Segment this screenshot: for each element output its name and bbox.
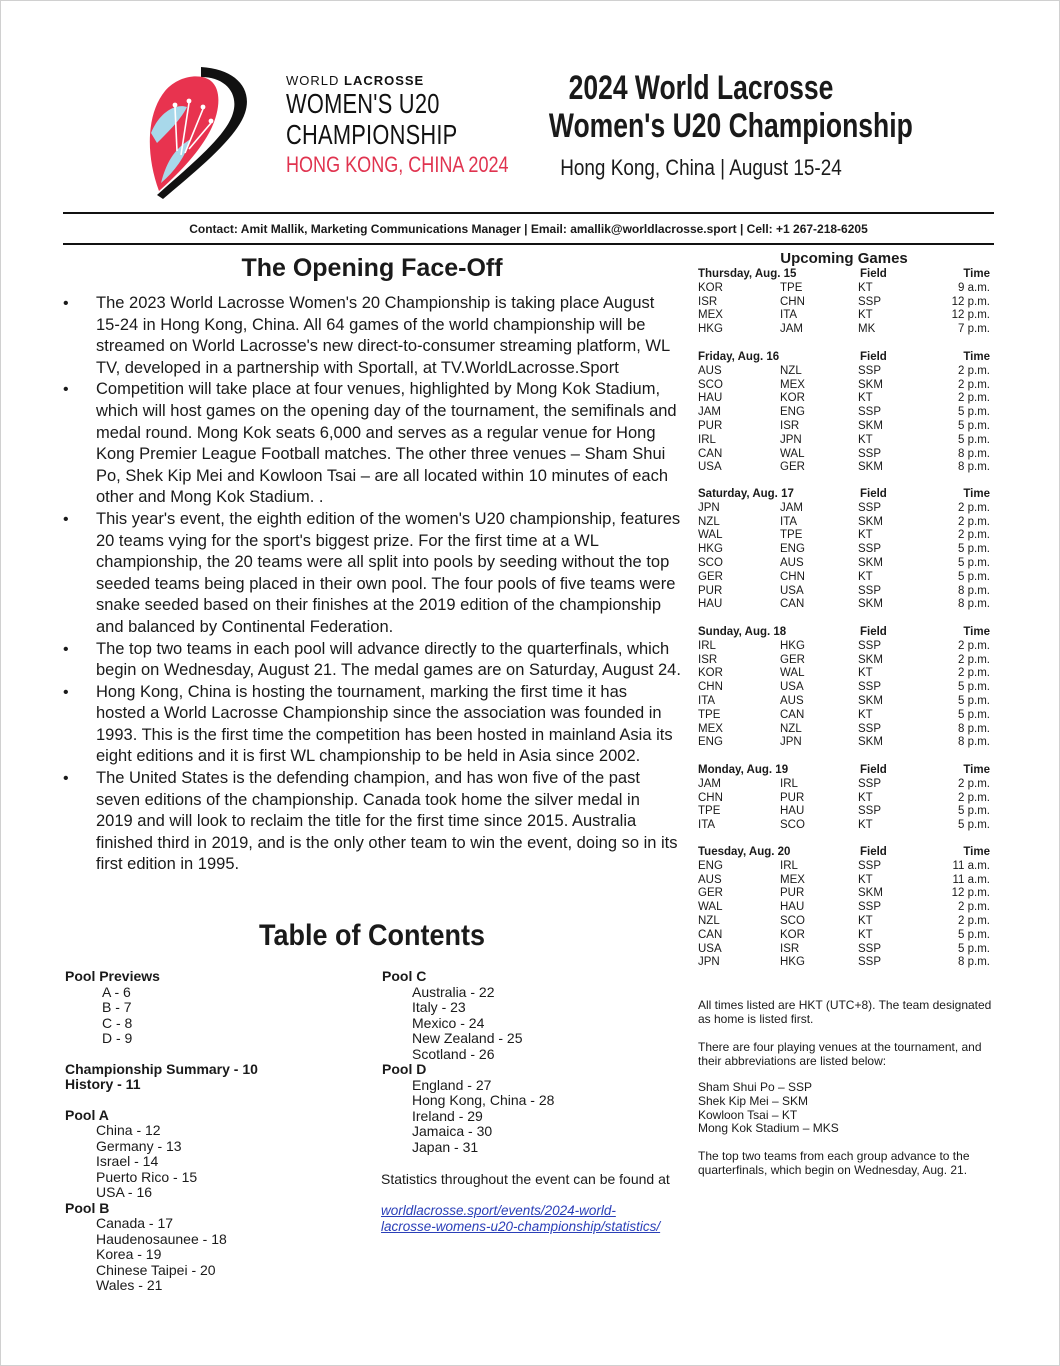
game-time: 12 p.m.: [951, 309, 990, 322]
home-team: KOR: [698, 281, 723, 294]
home-team: IRL: [698, 433, 716, 446]
game-field: KT: [858, 529, 873, 542]
game-field: SSP: [858, 859, 882, 872]
game-day-header: [698, 488, 990, 502]
toc-pool-previews: Pool Previews: [65, 968, 160, 984]
toc-team-item[interactable]: Haudenosaunee - 18: [96, 1230, 227, 1247]
field-header: Field: [860, 846, 887, 858]
toc-team-item[interactable]: Jamaica - 30: [412, 1123, 493, 1139]
home-team: CHN: [698, 791, 723, 804]
away-team: HAU: [780, 805, 805, 818]
game-time: 7 p.m.: [958, 323, 990, 336]
home-team: HAU: [698, 392, 723, 405]
home-team: CHN: [698, 681, 723, 694]
home-team: KOR: [698, 667, 723, 680]
game-time: 11 a.m.: [952, 873, 990, 886]
times-note: All times listed are HKT (UTC+8). The team designated as home is listed first.: [698, 998, 992, 1026]
away-team: TPE: [780, 281, 803, 294]
game-time: 5 p.m.: [958, 543, 990, 556]
home-team: WAL: [698, 901, 723, 914]
venues-intro: There are four playing venues at the tournament, and their abbreviations are listed below:: [698, 1040, 982, 1068]
game-field: KT: [858, 708, 873, 721]
toc-preview-item[interactable]: A - 6: [102, 983, 131, 1000]
game-field: SSP: [858, 543, 882, 556]
away-team: SCO: [780, 819, 805, 832]
away-team: HKG: [780, 639, 805, 652]
toc-team-item[interactable]: New Zealand - 25: [412, 1030, 523, 1046]
stats-link-line-2[interactable]: lacrosse-womens-u20-championship/statistics/: [381, 1218, 661, 1234]
toc-team-item[interactable]: Hong Kong, China - 28: [412, 1092, 555, 1108]
opening-bullet: • The top two teams in each pool will advance directly to the quarterfinals, which begin on Wednesday, August 21. The medal games are on Saturday, August 24.: [63, 639, 681, 682]
game-row: [698, 736, 990, 750]
home-team: ITA: [698, 819, 716, 832]
game-row: [698, 943, 990, 957]
toc-column-right: [382, 969, 554, 1155]
home-team: USA: [698, 461, 722, 474]
venue-item: Shek Kip Mei – SKM: [698, 1093, 809, 1108]
toc-team-item[interactable]: Korea - 19: [96, 1246, 162, 1262]
game-field: SKM: [858, 694, 883, 707]
game-field: SSP: [858, 805, 882, 818]
game-field: MK: [858, 323, 876, 336]
home-team: HKG: [698, 543, 723, 556]
field-header: Field: [860, 626, 887, 638]
advance-note: The top two teams from each group advance to the quarterfinals, which begin on Wednesday, Aug. 21.: [698, 1149, 970, 1177]
game-field: SKM: [858, 598, 883, 611]
game-field: KT: [858, 914, 873, 927]
game-time: 2 p.m.: [958, 667, 990, 680]
home-team: ISR: [698, 653, 718, 666]
toc-team-item[interactable]: China - 12: [96, 1122, 161, 1138]
toc-team-item[interactable]: Australia - 22: [412, 983, 495, 1000]
game-row: [698, 723, 990, 737]
game-field: KT: [858, 873, 873, 886]
game-time: 12 p.m.: [951, 887, 990, 900]
game-field: SSP: [858, 364, 882, 377]
game-time: 8 p.m.: [958, 447, 990, 460]
away-team: USA: [780, 584, 804, 597]
game-row: [698, 406, 990, 420]
game-time: 2 p.m.: [958, 501, 990, 514]
game-time: 5 p.m.: [958, 942, 990, 955]
header-rule-bottom: [63, 243, 994, 245]
time-header: Time: [963, 351, 990, 363]
game-row: [698, 640, 990, 654]
away-team: AUS: [780, 694, 804, 707]
away-team: WAL: [780, 447, 805, 460]
home-team: AUS: [698, 873, 722, 886]
away-team: JAM: [780, 501, 803, 514]
opening-bullet: • Hong Kong, China is hosting the tournament, marking the first time it has hosted a World Lacrosse Championship since the association was founded in 1993. This is the first time the competition has been hosted in mainland Asia its eight editions and it is first WL championship to be held in Asia since 2002.: [63, 682, 681, 768]
game-row: [698, 282, 990, 296]
away-team: PUR: [780, 791, 805, 804]
game-day-header: [698, 351, 990, 365]
toc-team-item[interactable]: Canada - 17: [96, 1215, 174, 1231]
game-day-header: [698, 846, 990, 860]
game-field: KT: [858, 570, 873, 583]
away-team: JPN: [780, 736, 802, 749]
home-team: GER: [698, 570, 723, 583]
away-team: GER: [780, 653, 805, 666]
game-row: [698, 709, 990, 723]
game-field: KT: [858, 433, 873, 446]
game-time: 5 p.m.: [958, 433, 990, 446]
opening-bullet: • This year's event, the eighth edition of the women's U20 championship, features 20 teams vying for the sport's biggest prize. For the first time at a WL championship, the 20 teams were all split into pools by seeding without the top seeded teams being placed in their own pool. The four pools of five teams were snake seeded based on their finishes at the 2019 edition of the championship and balanced by Continental Federation.: [63, 509, 681, 639]
home-team: ENG: [698, 736, 723, 749]
game-day-label: Sunday, Aug. 18: [698, 626, 787, 638]
brand-line-1: WOMEN'S U20: [286, 88, 440, 119]
home-team: JPN: [698, 501, 720, 514]
opening-bullet: • Competition will take place at four venues, highlighted by Mong Kok Stadium, which will host games on the opening day of the tournament, the semifinals and medal round. Mong Kok seats 6,000 and serves as a regular venue for Hong Kong Premier League Football matches. The other three venues – Sham Shui Po, Shek Kip Mei and Kowloon Tsai – are all located within 10 minutes of each other and Mong Kok Stadium. .: [63, 379, 681, 509]
venue-item: Sham Shui Po – SSP: [698, 1080, 813, 1094]
away-team: WAL: [780, 667, 805, 680]
away-team: ENG: [780, 406, 805, 419]
game-time: 2 p.m.: [958, 777, 990, 790]
away-team: NZL: [780, 722, 802, 735]
game-row: [698, 667, 990, 681]
venue-item: Mong Kok Stadium – MKS: [698, 1121, 839, 1136]
game-row: [698, 792, 990, 806]
game-day-block: [698, 488, 990, 612]
home-team: GER: [698, 887, 723, 900]
field-header: Field: [860, 764, 887, 776]
game-field: SKM: [858, 556, 883, 569]
header-rule-top: [63, 212, 994, 214]
game-time: 8 p.m.: [958, 722, 990, 735]
game-field: SKM: [858, 887, 883, 900]
toc-summary[interactable]: Championship Summary - 10: [65, 1060, 258, 1077]
game-time: 5 p.m.: [958, 570, 990, 583]
game-row: [698, 901, 990, 915]
away-team: NZL: [780, 364, 802, 377]
away-team: AUS: [780, 556, 804, 569]
home-team: TPE: [698, 708, 721, 721]
game-field: KT: [858, 819, 873, 832]
game-time: 5 p.m.: [958, 681, 990, 694]
game-time: 5 p.m.: [958, 556, 990, 569]
game-day-header: [698, 268, 990, 282]
toc-pool-b: Pool B: [65, 1199, 110, 1216]
game-time: 11 a.m.: [952, 859, 990, 872]
championship-logo: [141, 63, 251, 203]
game-time: 8 p.m.: [958, 736, 990, 749]
game-field: SSP: [858, 942, 882, 955]
stats-link-line-1[interactable]: worldlacrosse.sport/events/2024-world-: [381, 1203, 616, 1218]
game-field: SSP: [858, 295, 882, 308]
time-header: Time: [963, 488, 990, 500]
away-team: SCO: [780, 914, 805, 927]
toc-team-item[interactable]: Puerto Rico - 15: [96, 1168, 198, 1185]
game-field: SSP: [858, 639, 882, 652]
away-team: ISR: [780, 419, 800, 432]
home-team: PUR: [698, 419, 723, 432]
stats-link[interactable]: [381, 1203, 660, 1234]
field-header: Field: [860, 351, 887, 363]
away-team: JPN: [780, 433, 802, 446]
game-day-block: [698, 268, 990, 337]
field-header: Field: [860, 268, 887, 280]
game-day-block: [698, 764, 990, 833]
game-time: 2 p.m.: [958, 378, 990, 391]
game-day-label: Thursday, Aug. 15: [698, 268, 797, 280]
away-team: IRL: [780, 859, 798, 872]
game-time: 5 p.m.: [958, 928, 990, 941]
away-team: MEX: [780, 378, 805, 391]
game-row: [698, 915, 990, 929]
game-row: [698, 365, 990, 379]
game-row: [698, 379, 990, 393]
home-team: HKG: [698, 323, 723, 336]
upcoming-games-title: Upcoming Games: [780, 250, 908, 267]
game-row: [698, 516, 990, 530]
title-line-2: Women's U20 Championship: [548, 107, 913, 145]
away-team: KOR: [780, 392, 805, 405]
away-team: CAN: [780, 598, 805, 611]
toc-pool-c: Pool C: [382, 968, 427, 984]
game-field: SSP: [858, 501, 882, 514]
home-team: IRL: [698, 639, 716, 652]
home-team: ISR: [698, 295, 718, 308]
game-field: KT: [858, 791, 873, 804]
game-time: 2 p.m.: [958, 901, 990, 914]
game-row: [698, 392, 990, 406]
game-day-label: Tuesday, Aug. 20: [698, 846, 791, 858]
game-time: 2 p.m.: [958, 653, 990, 666]
title-line-1: 2024 World Lacrosse: [568, 69, 834, 107]
game-time: 5 p.m.: [958, 805, 990, 818]
game-field: SKM: [858, 378, 883, 391]
game-row: [698, 956, 990, 970]
time-header: Time: [963, 846, 990, 858]
toc-team-item[interactable]: England - 27: [412, 1076, 492, 1093]
toc-history[interactable]: History - 11: [65, 1076, 141, 1092]
opening-bullets: [63, 293, 681, 876]
game-field: SKM: [858, 515, 883, 528]
game-field: SSP: [858, 956, 882, 969]
game-field: SSP: [858, 584, 882, 597]
game-field: SSP: [858, 901, 882, 914]
game-row: [698, 887, 990, 901]
opening-bullet: • The United States is the defending champion, and has won five of the past seven editions of the championship. Canada took home the silver medal in 2019 and will look to reclaim the title for the first time since 2015. Australia finished third in 2019, and is the only other team to win the event, doing so in its first edition in 1995.: [63, 768, 681, 876]
game-row: [698, 860, 990, 874]
game-row: [698, 461, 990, 475]
game-row: [698, 874, 990, 888]
toc-preview-item[interactable]: C - 8: [102, 1014, 133, 1031]
brand-top: WORLD LACROSSE: [286, 73, 425, 88]
game-row: [698, 529, 990, 543]
game-row: [698, 805, 990, 819]
away-team: GER: [780, 461, 805, 474]
away-team: JAM: [780, 323, 803, 336]
game-time: 5 p.m.: [958, 406, 990, 419]
home-team: MEX: [698, 309, 723, 322]
game-row: [698, 557, 990, 571]
toc-team-item[interactable]: Germany - 13: [96, 1137, 182, 1154]
game-time: 2 p.m.: [958, 529, 990, 542]
game-row: [698, 598, 990, 612]
venue-item: Kowloon Tsai – KT: [698, 1107, 798, 1122]
home-team: TPE: [698, 805, 721, 818]
venues-list: [698, 1081, 998, 1136]
toc-team-item[interactable]: Mexico - 24: [412, 1014, 485, 1031]
home-team: JAM: [698, 777, 721, 790]
game-field: KT: [858, 392, 873, 405]
home-team: MEX: [698, 722, 723, 735]
away-team: ISR: [780, 942, 800, 955]
stats-note: Statistics throughout the event can be found at: [381, 1171, 670, 1187]
game-row: [698, 585, 990, 599]
toc-preview-item[interactable]: D - 9: [102, 1030, 133, 1046]
toc-heading: Table of Contents: [258, 919, 485, 952]
away-team: ITA: [780, 309, 798, 322]
game-row: [698, 420, 990, 434]
toc-pool-d: Pool D: [382, 1061, 427, 1077]
field-header: Field: [860, 488, 887, 500]
game-row: [698, 448, 990, 462]
game-row: [698, 323, 990, 337]
game-row: [698, 681, 990, 695]
game-time: 8 p.m.: [958, 956, 990, 969]
away-team: CHN: [780, 295, 805, 308]
game-row: [698, 296, 990, 310]
game-time: 2 p.m.: [958, 515, 990, 528]
time-header: Time: [963, 268, 990, 280]
toc-team-item[interactable]: USA - 16: [96, 1184, 153, 1200]
game-field: KT: [858, 928, 873, 941]
home-team: ENG: [698, 859, 723, 872]
opening-heading: The Opening Face-Off: [241, 254, 503, 282]
game-time: 2 p.m.: [958, 639, 990, 652]
home-team: CAN: [698, 447, 723, 460]
home-team: AUS: [698, 364, 722, 377]
game-time: 8 p.m.: [958, 598, 990, 611]
brand-location: HONG KONG, CHINA 2024: [286, 152, 509, 177]
game-field: SSP: [858, 777, 882, 790]
home-team: WAL: [698, 529, 723, 542]
toc-team-item[interactable]: Italy - 23: [412, 999, 466, 1015]
away-team: CAN: [780, 708, 805, 721]
home-team: USA: [698, 942, 722, 955]
game-field: SSP: [858, 406, 882, 419]
toc-team-item[interactable]: Wales - 21: [96, 1277, 163, 1293]
time-header: Time: [963, 626, 990, 638]
game-field: KT: [858, 309, 873, 322]
home-team: ITA: [698, 694, 716, 707]
game-day-header: [698, 764, 990, 778]
title-subtitle: Hong Kong, China | August 15-24: [560, 155, 842, 180]
game-row: [698, 309, 990, 323]
game-day-label: Monday, Aug. 19: [698, 764, 789, 776]
game-time: 9 a.m.: [958, 281, 990, 294]
game-row: [698, 654, 990, 668]
toc-preview-item[interactable]: B - 7: [102, 999, 132, 1015]
game-time: 5 p.m.: [958, 694, 990, 707]
game-day-block: [698, 846, 990, 970]
away-team: TPE: [780, 529, 803, 542]
toc-column-left: [65, 969, 258, 1294]
game-day-block: [698, 351, 990, 475]
game-row: [698, 434, 990, 448]
toc-team-item[interactable]: Japan - 31: [412, 1138, 479, 1155]
toc-team-item[interactable]: Ireland - 29: [412, 1107, 483, 1124]
away-team: IRL: [780, 777, 798, 790]
home-team: PUR: [698, 584, 723, 597]
home-team: CAN: [698, 928, 723, 941]
away-team: ITA: [780, 515, 798, 528]
away-team: HKG: [780, 956, 805, 969]
game-field: SSP: [858, 681, 882, 694]
home-team: HAU: [698, 598, 723, 611]
away-team: ENG: [780, 543, 805, 556]
game-time: 8 p.m.: [958, 461, 990, 474]
away-team: USA: [780, 681, 804, 694]
game-row: [698, 819, 990, 833]
game-row: [698, 695, 990, 709]
home-team: NZL: [698, 515, 720, 528]
game-day-label: Friday, Aug. 16: [698, 351, 780, 363]
game-field: SKM: [858, 461, 883, 474]
away-team: MEX: [780, 873, 805, 886]
game-row: [698, 502, 990, 516]
away-team: HAU: [780, 901, 805, 914]
game-row: [698, 778, 990, 792]
game-day-block: [698, 626, 990, 750]
game-time: 12 p.m.: [951, 295, 990, 308]
game-field: SSP: [858, 722, 882, 735]
away-team: KOR: [780, 928, 805, 941]
home-team: SCO: [698, 378, 723, 391]
game-field: KT: [858, 281, 873, 294]
opening-bullet: • The 2023 World Lacrosse Women's 20 Championship is taking place August 15-24 in Hong Kong, China. All 64 games of the world championship will be streamed on World Lacrosse's new direct-to-consumer streaming platform, WL TV, developed in a partnership with Sportall, at TV.WorldLacrosse.Sport: [63, 293, 681, 379]
game-field: KT: [858, 667, 873, 680]
game-field: SSP: [858, 447, 882, 460]
game-field: SKM: [858, 736, 883, 749]
toc-team-item[interactable]: Scotland - 26: [412, 1045, 495, 1062]
game-time: 2 p.m.: [958, 791, 990, 804]
home-team: SCO: [698, 556, 723, 569]
game-time: 5 p.m.: [958, 419, 990, 432]
away-team: CHN: [780, 570, 805, 583]
game-time: 2 p.m.: [958, 364, 990, 377]
game-row: [698, 543, 990, 557]
game-time: 2 p.m.: [958, 914, 990, 927]
game-time: 8 p.m.: [958, 584, 990, 597]
document-title: [506, 69, 913, 181]
home-team: JAM: [698, 406, 721, 419]
game-row: [698, 571, 990, 585]
game-time: 5 p.m.: [958, 819, 990, 832]
game-day-header: [698, 626, 990, 640]
game-field: SKM: [858, 419, 883, 432]
toc-team-item[interactable]: Chinese Taipei - 20: [96, 1261, 216, 1278]
game-time: 2 p.m.: [958, 392, 990, 405]
toc-pool-a: Pool A: [65, 1106, 109, 1123]
game-day-label: Saturday, Aug. 17: [698, 488, 794, 500]
toc-team-item[interactable]: Israel - 14: [96, 1153, 159, 1169]
game-field: SKM: [858, 653, 883, 666]
time-header: Time: [963, 764, 990, 776]
away-team: PUR: [780, 887, 805, 900]
contact-line: Contact: Amit Mallik, Marketing Communications Manager | Email: amallik@worldlacrosse.sport | Cell: +1 267-218-6205: [189, 222, 868, 236]
game-row: [698, 929, 990, 943]
brand-line-2: CHAMPIONSHIP: [286, 119, 458, 150]
home-team: NZL: [698, 914, 720, 927]
game-time: 5 p.m.: [958, 708, 990, 721]
home-team: JPN: [698, 956, 720, 969]
